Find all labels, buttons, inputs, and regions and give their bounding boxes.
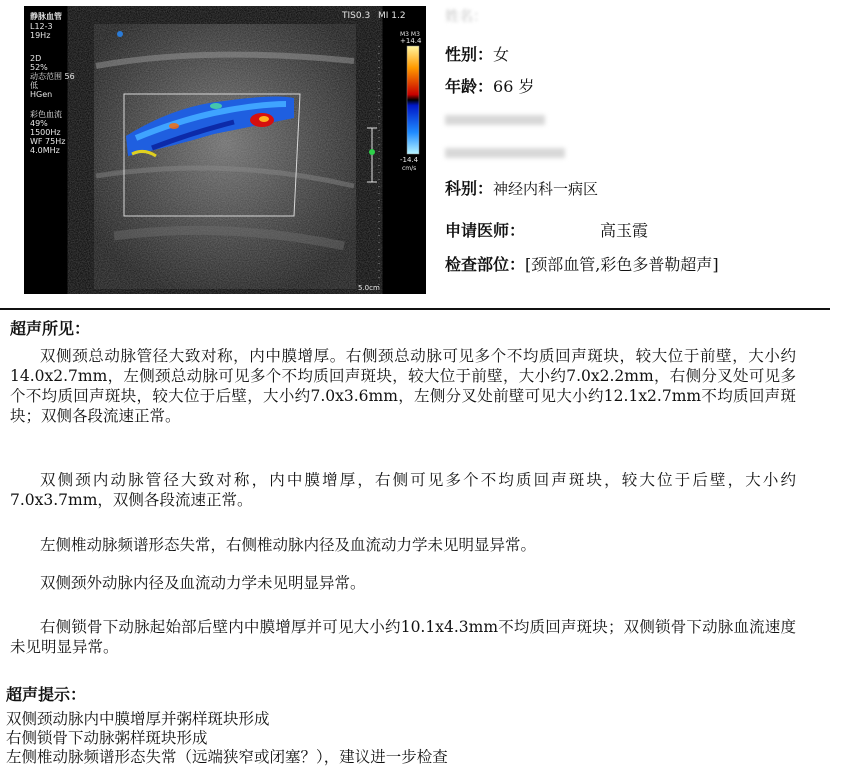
- findings-paragraph-2: 双侧颈内动脉管径大致对称，内中膜增厚，右侧可见多个不均质回声斑块，较大位于后壁，大小约7.0x3.7mm，双侧各段流速正常。: [10, 471, 796, 509]
- patient-part-label: 检查部位：: [445, 255, 526, 274]
- conclusion-item-3: 左侧椎动脉频谱形态失常（远端狭窄或闭塞？），建议进一步检查: [6, 748, 448, 766]
- patient-age-value: 66 岁: [493, 77, 535, 96]
- patient-sex-label: 性别：: [445, 45, 494, 64]
- conclusion-title: 超声提示：: [6, 685, 87, 704]
- us-mode-label: 静脉血管: [30, 12, 62, 21]
- us-2d: 2D: [30, 54, 42, 63]
- patient-age-row: [445, 74, 534, 97]
- findings-paragraph-5: 右侧锁骨下动脉起始部后壁内中膜增厚并可见大小约10.1x4.3mm不均质回声斑块；双侧锁骨下动脉血流速度未见明显异常。: [10, 618, 796, 656]
- us-tis: TIS0.3: [342, 11, 371, 21]
- us-dynamic-range: 动态范围 56: [30, 72, 75, 81]
- findings-paragraph-1: 双侧颈总动脉管径大致对称，内中膜增厚。右侧颈总动脉可见多个不均质回声斑块，较大位于前壁，大小约14.0x2.7mm，左侧颈总动脉可见多个不均质回声斑块，较大位于前壁，大小约7.0x2.2mm，右侧分叉处可见多个不均质回声斑块，较大位于后壁，大小约7.0x3.6mm，左侧分叉处前壁可见大小约12.1x2.7mm不均质回声斑块；双侧各段流速正常。: [10, 347, 796, 425]
- patient-doctor-row: [445, 218, 525, 241]
- us-scale-top: +14.4: [400, 37, 422, 45]
- patient-sex-value: 女: [493, 45, 510, 64]
- patient-part-value: [颈部血管,彩色多普勒超声]: [525, 255, 719, 274]
- patient-dept-label: 科别：: [445, 179, 494, 198]
- us-wall-filter: WF 75Hz: [30, 137, 66, 146]
- section-divider: [0, 308, 830, 310]
- patient-dept-value: 神经内科一病区: [493, 180, 599, 198]
- us-hgen: HGen: [30, 90, 53, 99]
- patient-age-label: 年龄：: [445, 77, 494, 96]
- us-scale-header: M3 M3: [400, 31, 420, 38]
- patient-name-label: 姓名：: [445, 9, 487, 25]
- us-scale-bottom: -14.4: [400, 156, 419, 164]
- patient-part-row: [445, 252, 719, 275]
- findings-paragraph-4: 双侧颈外动脉内径及血流动力学未见明显异常。: [40, 574, 366, 592]
- us-frequency: 4.0MHz: [30, 146, 60, 155]
- us-scale-unit: cm/s: [402, 165, 417, 172]
- us-probe: L12-3: [30, 22, 53, 31]
- ultrasound-scan-graphic: [24, 6, 426, 294]
- patient-doctor-label: 申请医师：: [445, 221, 526, 240]
- patient-redacted-row-1: [445, 110, 555, 128]
- findings-title: 超声所见：: [10, 319, 91, 338]
- patient-dept-row: [445, 176, 598, 199]
- redacted-text-2: [445, 148, 565, 158]
- us-prf: 1500Hz: [30, 128, 61, 137]
- us-2d-gain: 52%: [30, 63, 48, 72]
- patient-name-row: [445, 6, 487, 26]
- us-frame-rate: 19Hz: [30, 31, 51, 40]
- patient-doctor-value: 高玉霞: [600, 221, 649, 240]
- us-persistence: 低: [30, 81, 38, 90]
- conclusion-item-2: 右侧锁骨下动脉粥样斑块形成: [6, 729, 208, 747]
- us-color-gain: 49%: [30, 119, 48, 128]
- us-depth: 5.0cm: [358, 284, 380, 292]
- us-mi: MI 1.2: [378, 11, 406, 21]
- patient-redacted-row-2: [445, 143, 575, 161]
- patient-sex-row: [445, 42, 509, 65]
- us-color-label: 彩色血流: [30, 110, 62, 119]
- redacted-text-1: [445, 115, 545, 125]
- findings-paragraph-3: 左侧椎动脉频谱形态失常，右侧椎动脉内径及血流动力学未见明显异常。: [40, 536, 537, 554]
- ultrasound-image: [24, 6, 426, 294]
- conclusion-item-1: 双侧颈动脉内中膜增厚并粥样斑块形成: [6, 710, 270, 728]
